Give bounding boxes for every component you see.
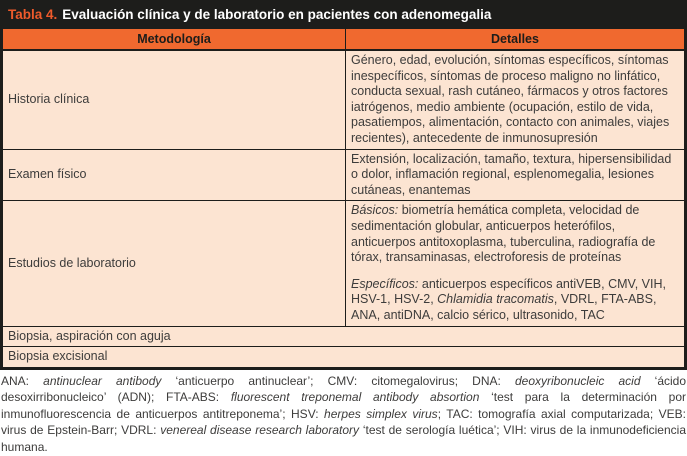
footnote-segment: ‘ácido desoxirribonucleico’ (ADN); FTA-ABS:	[1, 373, 687, 405]
basicos-label: Básicos:	[351, 203, 399, 218]
paragraph-basicos	[351, 203, 679, 265]
footnote-segment: ‘anticuerpo antinuclear’; CMV: citomegalovirus; DNA:	[161, 373, 515, 388]
header-row	[3, 29, 685, 50]
cell-biopsia-aguja: Biopsia, aspiración con aguja	[3, 326, 685, 347]
paragraph-especificos	[351, 277, 679, 324]
evaluation-table	[2, 29, 685, 368]
table-number-label: Tabla 4.	[8, 7, 58, 22]
basicos-text: biometría hemática completa, velocidad de sedimentación globular, anticuerpos heterófilos, anticuerpos antitoxoplasma, tuberculina, radiografía de tórax, transaminasas, electroforesis de proteínas	[351, 203, 656, 265]
method-cell-estudios-laboratorio: Estudios de laboratorio	[3, 201, 346, 326]
table-row-biopsia-aguja	[3, 326, 685, 347]
especificos-latin-name: Chlamidia tracomatis	[437, 292, 554, 307]
table-row-historia-clinica	[3, 50, 685, 149]
footnote-segment-italic: deoxyribonucleic acid	[514, 373, 641, 388]
table-row-estudios-laboratorio	[3, 201, 685, 326]
especificos-label: Específicos:	[351, 276, 419, 291]
footnote-segment-italic: herpes simplex virus	[324, 406, 438, 421]
column-header-detalles: Detalles	[346, 29, 685, 50]
method-cell-examen-fisico: Examen físico	[3, 149, 346, 201]
column-header-metodologia: Metodología	[3, 29, 346, 50]
table-body	[3, 50, 685, 367]
footnote-segment: ANA:	[1, 373, 44, 388]
especificos-text-2: , VDRL, FTA-ABS, ANA, antiDNA, calcio sérico, ultrasonido, TAC	[351, 292, 657, 322]
table-footnote	[0, 370, 687, 456]
footnote-segment-italic: venereal disease research laboratory	[160, 423, 360, 438]
footnote-segment: ‘test de serología luética’; VIH: virus de la inmunodeficiencia humana.	[1, 423, 686, 455]
details-cell-examen-fisico: Extensión, localización, tamaño, textura, hipersensibilidad o dolor, inflamación regional, esplenomegalia, lesiones cutáneas, enantemas	[346, 149, 685, 201]
footnote-segment: ; TAC: tomografía axial computarizada; VEB: virus de Epstein-Barr; VDRL:	[1, 406, 686, 438]
method-cell-historia-clinica: Historia clínica	[3, 50, 346, 149]
footnote-segment: ‘test para la determinación por inmunofluorescencia de anticuerpos antitreponema’; HSV:	[1, 390, 686, 421]
footnote-segment-italic: antinuclear antibody	[43, 373, 162, 388]
footnote-segment-italic: fluorescent treponemal antibody absortion	[230, 390, 480, 405]
details-cell-estudios-laboratorio	[346, 201, 685, 326]
details-cell-historia-clinica: Género, edad, evolución, síntomas específicos, síntomas inespecíficos, síntomas de proceso maligno no linfático, conducta sexual, rash cutáneo, fármacos y otros factores iatrógenos, medio ambiente (ocupación, estilo de vida, pasatiempos, alimentación, contacto con animales, viajes recientes), antecedente de inmunosupresión	[346, 50, 685, 149]
table-header	[3, 29, 685, 50]
especificos-text-1: anticuerpos específicos antiVEB, CMV, VIH, HSV-1, HSV-2,	[351, 276, 666, 307]
cell-biopsia-excisional: Biopsia excisional	[3, 347, 685, 368]
table-title-text: Evaluación clínica y de laboratorio en pacientes con adenomegalia	[62, 7, 492, 22]
table-title-bar	[2, 2, 685, 29]
table-row-biopsia-excisional	[3, 347, 685, 368]
table-row-examen-fisico	[3, 149, 685, 201]
